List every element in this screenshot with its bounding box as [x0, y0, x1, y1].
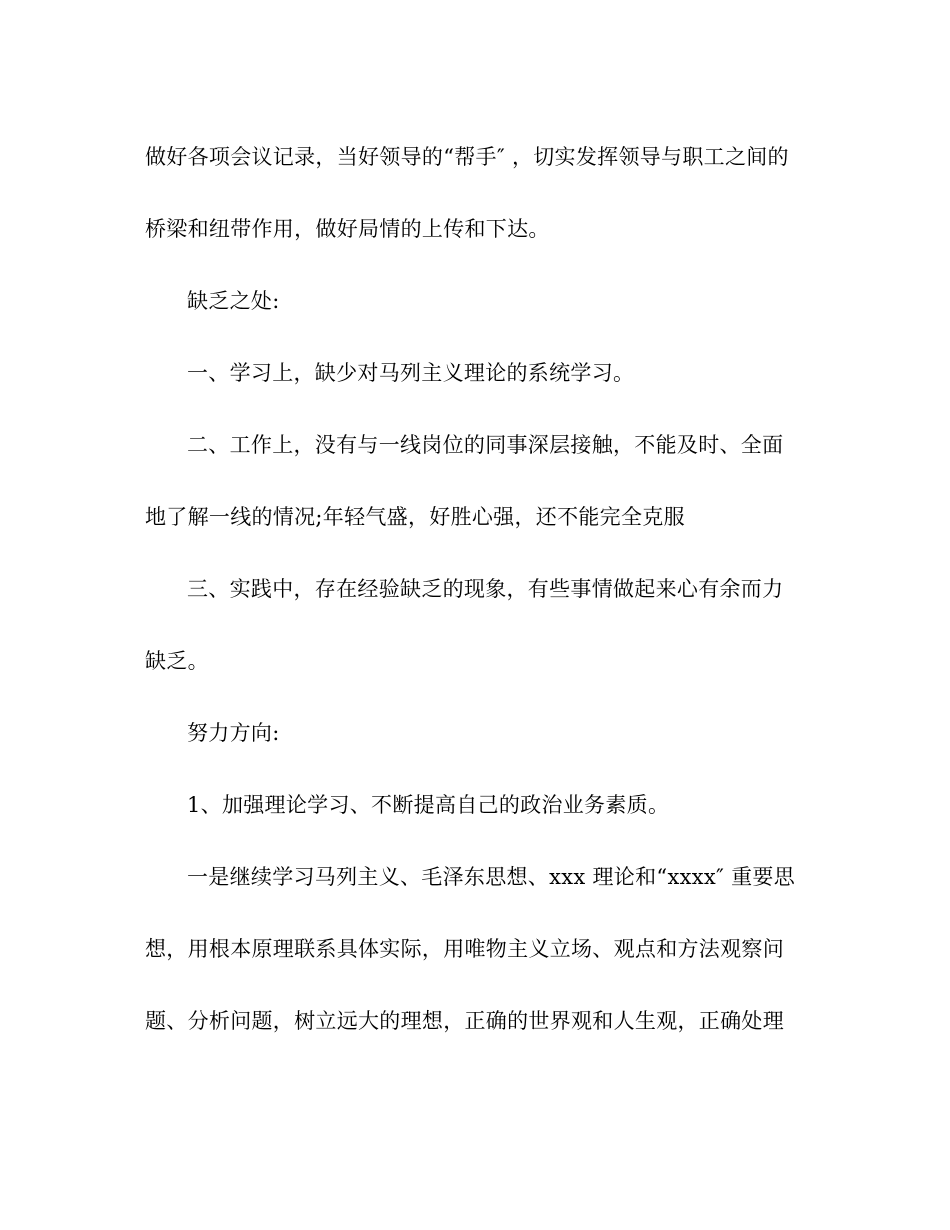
text-line-7: 三、实践中，存在经验缺乏的现象，有些事情做起来心有余而力	[187, 577, 784, 601]
text-line-8: 缺乏。	[145, 649, 209, 673]
text-line-13: 题、分析问题，树立远大的理想，正确的世界观和人生观，正确处理	[145, 1009, 784, 1033]
text-line-6: 地了解一线的情况;年轻气盛，好胜心强，还不能完全克服	[145, 505, 685, 529]
text-line-12: 想，用根本原理联系具体实际，用唯物主义立场、观点和方法观察问	[145, 937, 784, 961]
text-line-10: 1、加强理论学习、不断提高自己的政治业务素质。	[187, 793, 670, 817]
text-line-11: 一是继续学习马列主义、毛泽东思想、xxx 理论和“xxxx″ 重要思	[187, 865, 796, 889]
section-heading-shortcomings: 缺乏之处:	[187, 289, 280, 313]
text-line-5: 二、工作上，没有与一线岗位的同事深层接触，不能及时、全面	[187, 433, 784, 457]
text-line-2: 桥梁和纽带作用，做好局情的上传和下达。	[145, 217, 550, 241]
text-line-4: 一、学习上，缺少对马列主义理论的系统学习。	[187, 361, 635, 385]
section-heading-direction: 努力方向:	[187, 721, 280, 745]
text-line-1: 做好各项会议记录，当好领导的“帮手″ ，切实发挥领导与职工之间的	[145, 145, 789, 169]
